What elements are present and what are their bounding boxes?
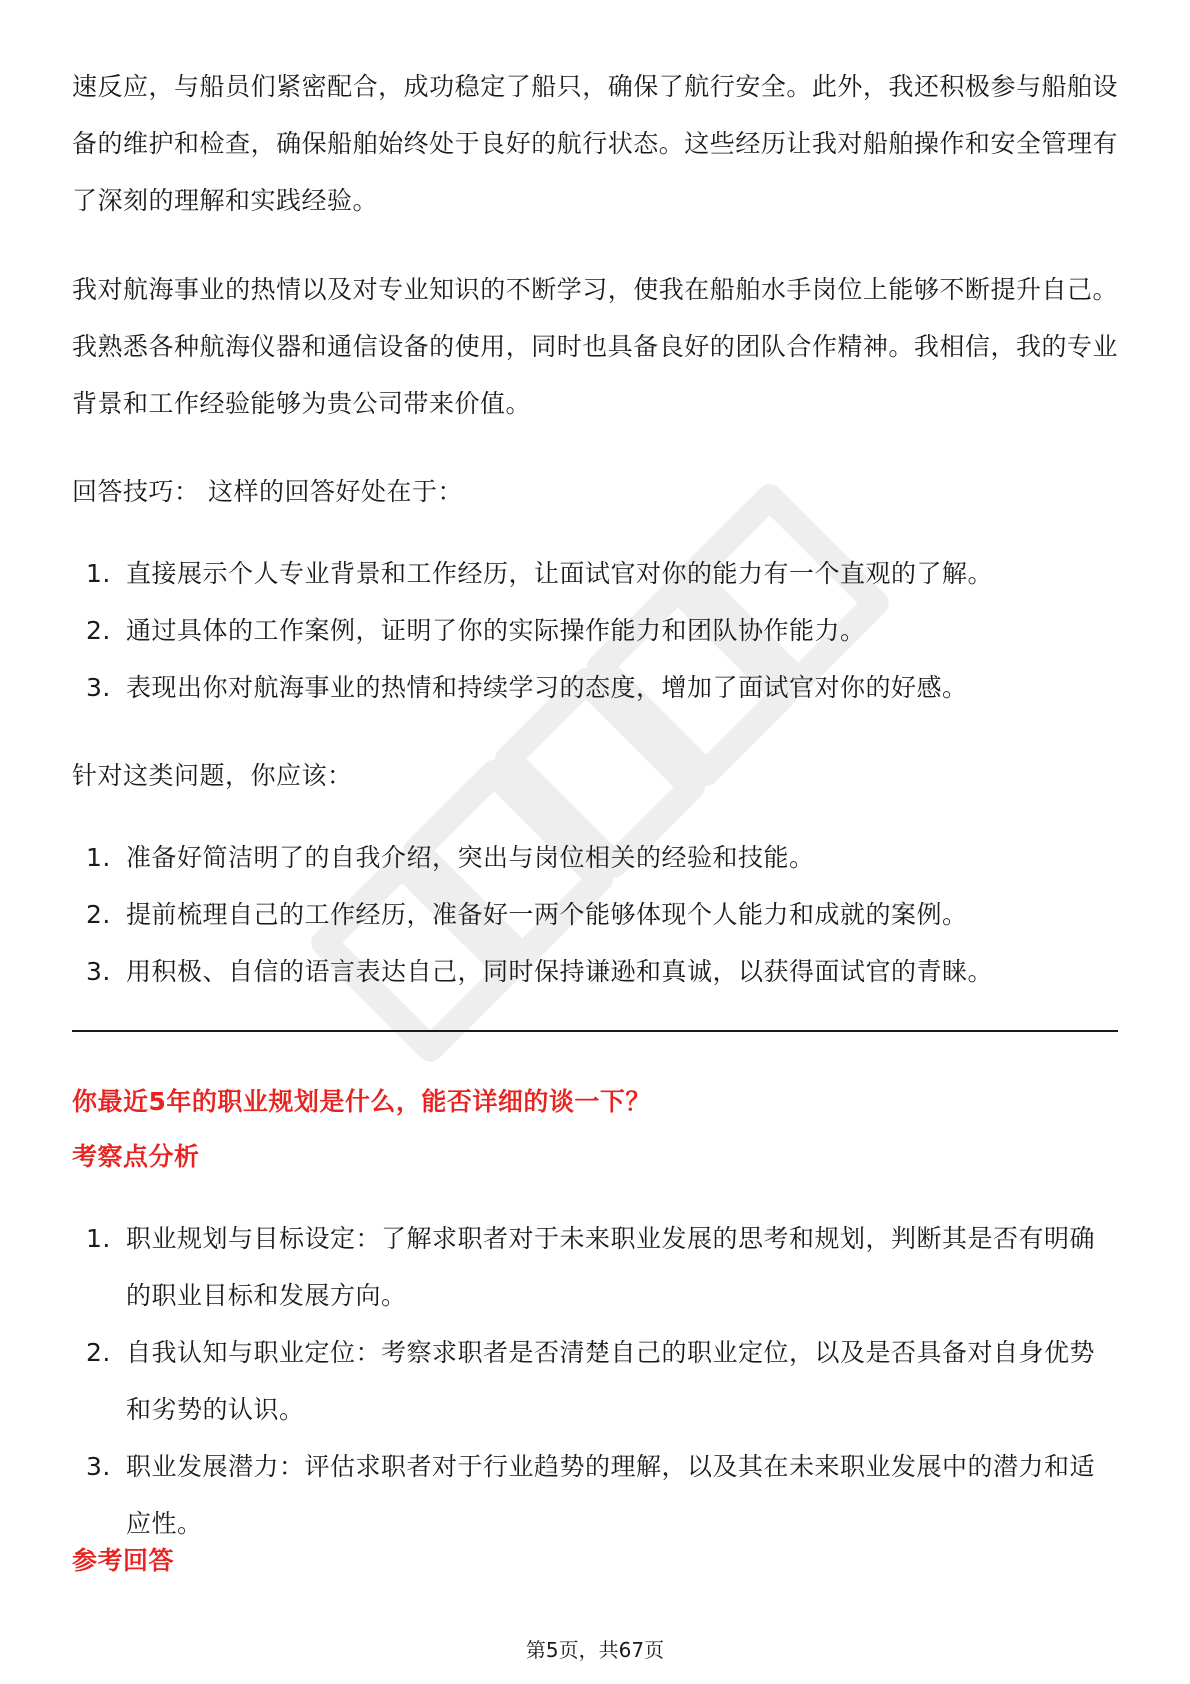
tips-label: 回答技巧： 这样的回答好处在于： [72, 477, 463, 506]
list-item: 1. 准备好简洁明了的自我介绍，突出与岗位相关的经验和技能。 [86, 843, 815, 872]
question-title: 你最近5年的职业规划是什么，能否详细的谈一下？ [72, 1087, 651, 1116]
list-item: 3. 表现出你对航海事业的热情和持续学习的态度，增加了面试官对你的好感。 [86, 673, 968, 702]
paragraph-experience: 速反应，与船员们紧密配合，成功稳定了船只，确保了航行安全。此外，我还积极参与船舶设备的维护和检查，确保船舶始终处于良好的航行状态。这些经历让我对船舶操作和安全管理有了深刻的理解和实践经验。 [72, 72, 1118, 215]
tips-list [72, 545, 1118, 716]
list-item: 1. 职业规划与目标设定：了解求职者对于未来职业发展的思考和规划，判断其是否有明确的职业目标和发展方向。 [86, 1224, 1096, 1310]
section-divider [72, 1030, 1118, 1032]
list-item: 1. 直接展示个人专业背景和工作经历，让面试官对你的能力有一个直观的了解。 [86, 559, 994, 588]
advice-list [72, 829, 1118, 1000]
analysis-list [72, 1210, 1118, 1552]
list-item: 2. 自我认知与职业定位：考察求职者是否清楚自己的职业定位，以及是否具备对自身优势和劣势的认识。 [86, 1338, 1096, 1424]
list-item: 2. 提前梳理自己的工作经历，准备好一两个能够体现个人能力和成就的案例。 [86, 900, 968, 929]
reference-heading: 参考回答 [72, 1546, 175, 1575]
list-item: 3. 职业发展潜力：评估求职者对于行业趋势的理解，以及其在未来职业发展中的潜力和适应性。 [86, 1452, 1096, 1538]
list-item: 2. 通过具体的工作案例，证明了你的实际操作能力和团队协作能力。 [86, 616, 866, 645]
body-content [72, 58, 1118, 1000]
list-item: 3. 用积极、自信的语言表达自己，同时保持谦逊和真诚，以获得面试官的青睐。 [86, 957, 994, 986]
advice-label: 针对这类问题，你应该： [72, 761, 353, 790]
page-number: 第5页，共67页 [525, 1638, 665, 1662]
analysis-heading: 考察点分析 [72, 1142, 200, 1171]
paragraph-passion: 我对航海事业的热情以及对专业知识的不断学习，使我在船舶水手岗位上能够不断提升自己。我熟悉各种航海仪器和通信设备的使用，同时也具备良好的团队合作精神。我相信，我的专业背景和工作经验能够为贵公司带来价值。 [72, 275, 1118, 418]
